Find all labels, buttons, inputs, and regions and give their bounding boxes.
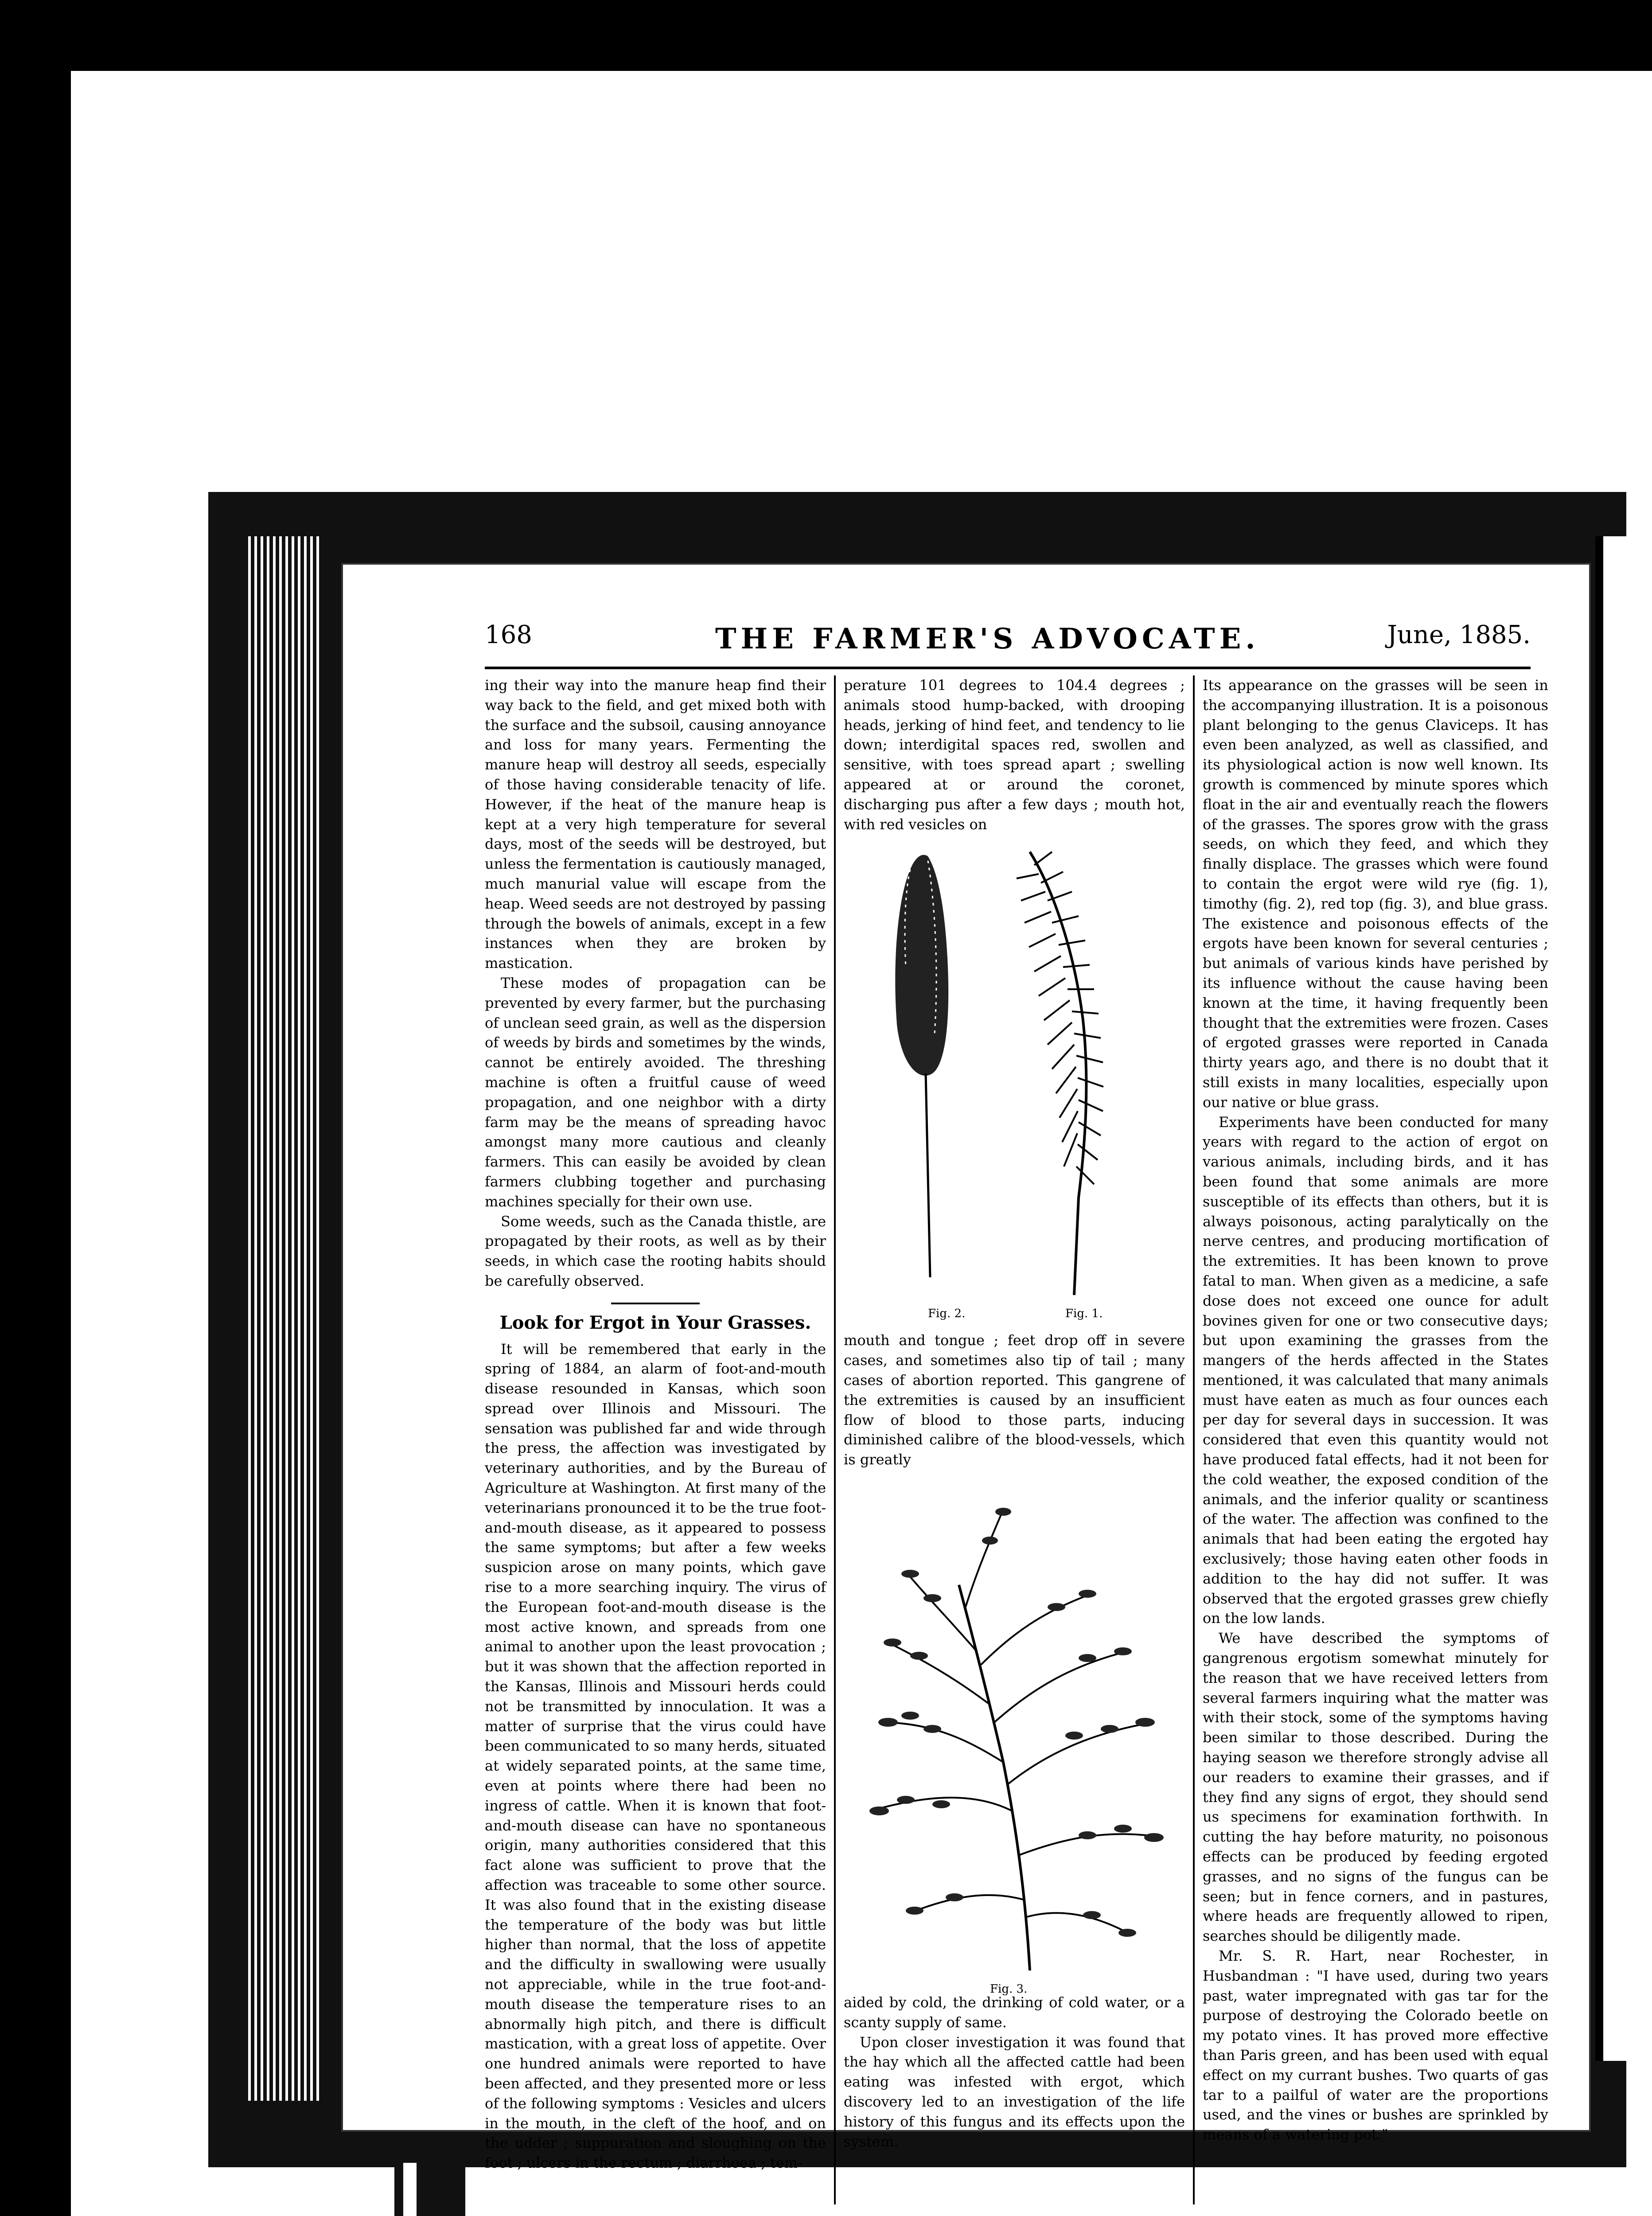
right-page-edge <box>1595 536 1652 2061</box>
red-top-grass-illustration <box>844 1474 1185 1979</box>
column-1 <box>485 675 826 2173</box>
figure-caption: Fig. 1. <box>1065 1307 1103 1321</box>
column-rule <box>1193 675 1195 2204</box>
timothy-head-icon <box>895 855 948 1277</box>
grass-illustration-timothy-wild-rye <box>844 834 1185 1313</box>
page-number: 168 <box>485 620 532 649</box>
section-divider <box>611 1303 700 1304</box>
paragraph: Experiments have been conducted for many years with regard to the action of ergot on various animals, including birds, and it has been found that some animals are more susceptible of its effects than others, but it is always poisonous, acting paralytically on the nerve centres, and producing mortification of the extremities. It has been known to prove fatal to man. When given as a medicine, a safe dose does not exceed one ounce for adult bovines given for one or two consecutive days; but upon examining the grasses from the mangers of the herds affected in the States mentioned, it was calculated that many animals must have eaten as much as four ounces each per day for several days in succession. It was considered that even this quantity would not have produced fatal effects, had it not been for the cold weather, the exposed condition of the animals, and the inferior quality or scantiness of the water. The affection was confined to the animals that had been eating the ergoted hay exclusively; those having eaten other foods in addition to the hay did not suffer. It was observed that the ergoted grasses grew chiefly on the low lands. <box>1203 1113 1548 1627</box>
paragraph: We have described the symptoms of gangrenous ergotism somewhat minutely for the reason that we have received letters from several farmers inquiring what the matter was with their stock, some of the symptoms having been similar to those described. During the haying season we therefore strongly advise all our readers to examine their grasses, and if they find any signs of ergot, they should send us specimens for examination forthwith. In cutting the hay before maturity, no poisonous effects can be produced by feeding ergoted grasses, and no signs of the fungus can be seen; but in fence corners, and in pastures, where heads are frequently allowed to ripen, searches should be diligently made. <box>1203 1630 1548 1945</box>
newspaper-page <box>341 563 1591 2172</box>
issue-date: June, 1885. <box>1387 620 1531 649</box>
book-page-edges <box>248 536 319 2101</box>
paragraph: Some weeds, such as the Canada thistle, are propagated by their roots, as well as by their seeds, in which case the rooting habits should be carefully observed. <box>485 1213 826 1289</box>
figure-1-2 <box>844 834 1185 1330</box>
spine-gap <box>403 2163 417 2216</box>
figure-caption: Fig. 2. <box>928 1307 966 1321</box>
red-top-panicle-icon <box>870 1510 1163 1970</box>
paragraph: These modes of propagation can be prevented by every farmer, but the purchasing of unclean seed grain, as well as the dispersion of weeds by birds and sometimes by the winds, cannot be entirely avoided. The threshing machine is often a fruitful cause of weed propagation, and one neighbor with a dirty farm may be the means of spreading havoc amongst many more cautious and cleanly farmers. This can easily be avoided by clean farmers clubbing together and purchasing machines specially for their own use. <box>485 974 826 1210</box>
paragraph: aided by cold, the drinking of cold water, or a scanty supply of same. <box>844 1994 1185 2031</box>
paragraph: It will be remembered that early in the spring of 1884, an alarm of foot-and-mouth disease resounded in Kansas, which soon spread over Illinois and Missouri. The sensation was published far and wide through the press, the affection was investigated by veterinary authorities, and by the Bureau of Agriculture at Washington. At first many of the veterinarians pronounced it to be the true foot-and-mouth disease, as it appeared to possess the same symptoms; but after a few weeks suspicion arose on many points, which gave rise to a more searching inquiry. The virus of the European foot-and-mouth disease is the most active known, and spreads from one animal to another upon the least provocation ; but it was shown that the affection reported in the Kansas, Illinois and Missouri herds could not be transmitted by innoculation. It was a matter of surprise that the virus could have been communicated to so many herds, situated at widely separated points, at the same time, even at points where there had been no ingress of cattle. When it is known that foot-and-mouth disease can have no spontaneous origin, many authorities considered that this fact alone was sufficient to prove that the affection was traceable to some other source. It was also found that in the existing disease the temperature of the body was but little higher than normal, that the loss of appetite and the difficulty in swallowing were usually not appreciable, while in the true foot-and-mouth disease the temperature rises to an abnormally high pitch, and there is difficult mastication, with a great loss of appetite. Over one hundred animals were reported to have been affected, and they presented more or less of the following symptoms : Vesicles and ulcers in the mouth, in the cleft of the hoof, and on the udder ; suppuration and sloughing on the foot ; ulcers in the rectum ; diarrhoea ; tem- <box>485 1340 826 2172</box>
article-heading: Look for Ergot in Your Grasses. <box>499 1312 811 1333</box>
paragraph: perature 101 degrees to 104.4 degrees ; animals stood hump-backed, with drooping heads, jerking of hind feet, and tendency to lie down; interdigital spaces red, swollen and sensitive, with toes spread apart ; swelling appeared at or around the coronet, discharging pus after a few days ; mouth hot, with red vesicles on <box>844 677 1185 833</box>
figure-caption: Fig. 3. <box>990 1982 1028 1996</box>
paragraph: Upon closer investigation it was found that the hay which all the affected cattle had been eating was infested with ergot, which discovery led to an investigation of the life history of this fungus and its effects upon the system. <box>844 2033 1185 2150</box>
column-2 <box>844 675 1185 2151</box>
paragraph: ing their way into the manure heap find their way back to the field, and get mixed both with the surface and the subsoil, causing annoyance and loss for many years. Fermenting the manure heap will destroy all seeds, especially of those having considerable tenacity of life. However, if the heat of the manure heap is kept at a very high temperature for several days, most of the seeds will be destroyed, but unless the fermentation is cautiously managed, much manurial value will escape from the heap. Weed seeds are not destroyed by passing through the bowels of animals, except in a few instances when they are broken by mastication. <box>485 677 826 972</box>
wild-rye-head-icon <box>1017 852 1103 1295</box>
masthead: THE FARMER'S ADVOCATE. <box>715 622 1260 655</box>
paragraph: Mr. S. R. Hart, near Rochester, in Husbandman : "I have used, during two years past, water impregnated with gas tar for the purpose of destroying the Colorado beetle on my potato vines. It has proved more effective than Paris green, and has been used with equal effect on my currant bushes. Two quarts of gas tar to a pailful of water are the proportions used, and the vines or bushes are sprinkled by means of a watering pot." <box>1203 1947 1548 2143</box>
figure-3 <box>844 1470 1185 1996</box>
paragraph: mouth and tongue ; feet drop off in severe cases, and sometimes also tip of tail ; many cases of abortion reported. This gangrene of the extremities is caused by an insufficient flow of blood to those parts, inducing diminished calibre of the blood-vessels, which is greatly <box>844 1332 1185 1468</box>
paragraph: Its appearance on the grasses will be seen in the accompanying illustration. It is a poisonous plant belonging to the genus Claviceps. It has even been analyzed, as well as classified, and its physiological action is now well known. Its growth is commenced by minute spores which float in the air and eventually reach the flowers of the grasses. The spores grow with the grass seeds, on which they feed, and which they finally displace. The grasses which were found to contain the ergot were wild rye (fig. 1), timothy (fig. 2), red top (fig. 3), and blue grass. The existence and poisonous effects of the ergots have been known for several centuries ; but animals of various kinds have perished by its influence without the cause having been known at the time, it having frequently been thought that the extremities were frozen. Cases of ergoted grasses were reported in Canada thirty years ago, and there is no doubt that it still exists in many localities, especially upon our native or blue grass. <box>1203 677 1548 1111</box>
page-header <box>485 618 1531 669</box>
column-rule <box>834 675 836 2204</box>
column-3 <box>1203 675 1548 2145</box>
spikelet-clusters-icon <box>869 1508 1164 1937</box>
